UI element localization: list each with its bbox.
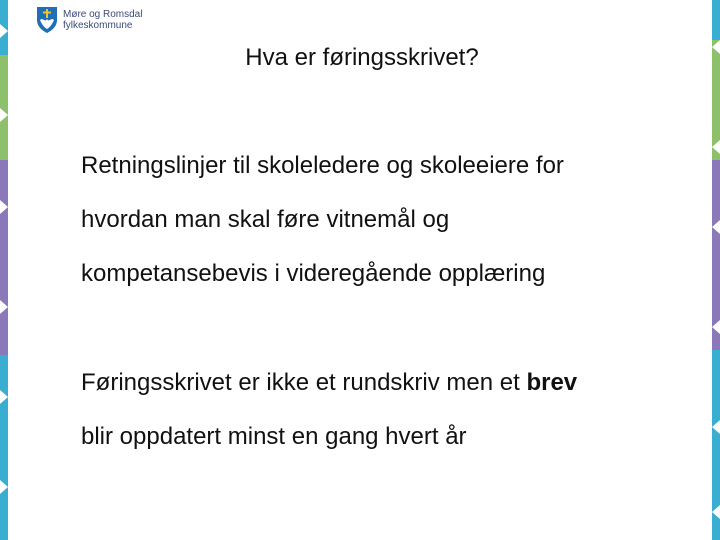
left-decorative-stripe [0, 0, 8, 540]
bold-word: brev [526, 369, 578, 396]
coat-of-arms-icon [36, 6, 58, 34]
paragraph-line: kompetansebevis i videregående opplæring [81, 260, 546, 287]
paragraph-letter-info [81, 356, 577, 464]
paragraph-line [81, 356, 577, 410]
right-decorative-stripe [712, 0, 720, 540]
paragraph-guidelines [81, 139, 564, 301]
slide-title: Hva er føringsskrivet? [245, 44, 479, 71]
paragraph-text: Føringsskrivet er ikke et rundskriv men et [81, 369, 527, 396]
paragraph-line: blir oppdatert minst en gang hvert år [81, 423, 467, 450]
logo [36, 6, 142, 34]
paragraph-line: hvordan man skal føre vitnemål og [81, 206, 450, 233]
paragraph-line: Retningslinjer til skoleledere og skoleeiere for [81, 152, 564, 179]
logo-name-line1: Møre og Romsdal [63, 9, 143, 20]
logo-name-line2: fylkeskommune [63, 20, 133, 31]
